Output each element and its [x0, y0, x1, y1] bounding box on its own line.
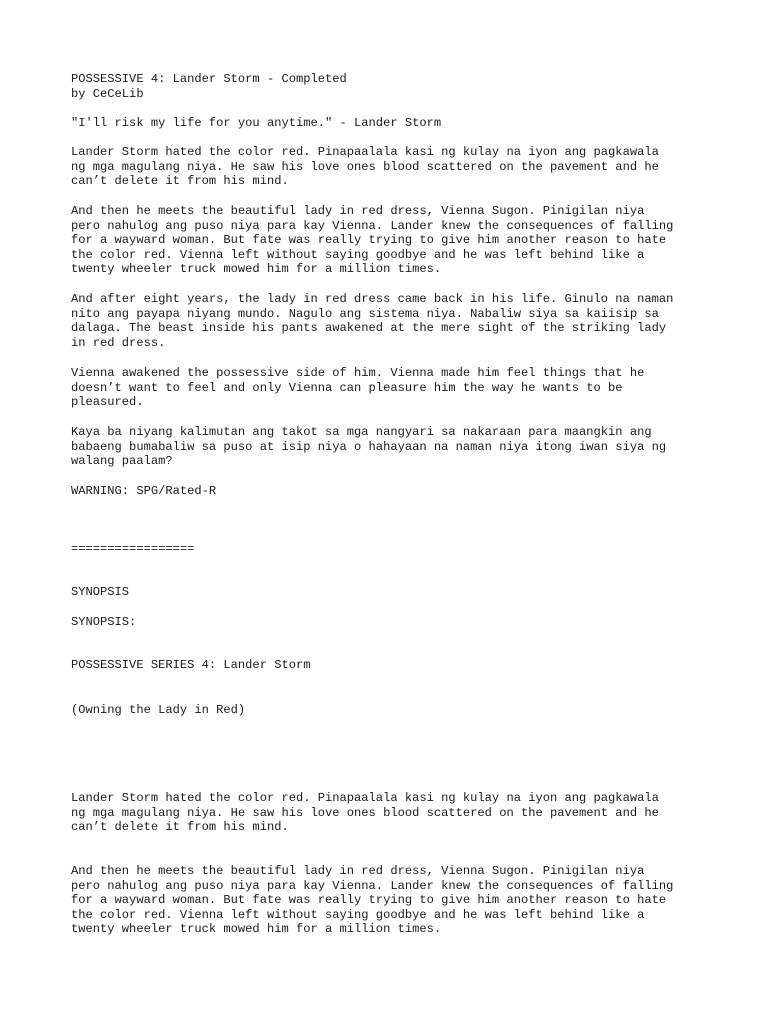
section-divider: ================= — [71, 542, 195, 556]
paragraph: And then he meets the beautiful lady in red dress, Vienna Sugon. Pinigilan niya pero nahulog ang puso niya para kay Vienna. Lander knew the consequences of falling for a wayward woman. But fate was really trying to give him another reason to hate the color red. Vienna left without saying goodbye and he was left behind like a twenty wheeler truck mowed him for a million times. — [71, 864, 674, 937]
paragraph: Lander Storm hated the color red. Pinapaalala kasi ng kulay na iyon ang pagkawala ng mga magulang niya. He saw his love ones blood scattered on the pavement and he can’t delete it from his mind. — [71, 791, 659, 835]
paragraph: Lander Storm hated the color red. Pinapaalala kasi ng kulay na iyon ang pagkawala ng mga magulang niya. He saw his love ones blood scattered on the pavement and he can’t delete it from his mind. — [71, 145, 659, 189]
paragraph: Vienna awakened the possessive side of him. Vienna made him feel things that he doesn’t want to feel and only Vienna can pleasure him the way he wants to be pleasured. — [71, 366, 645, 410]
series-title: POSSESSIVE SERIES 4: Lander Storm — [71, 658, 311, 672]
book-subtitle: (Owning the Lady in Red) — [71, 703, 246, 717]
section-label: SYNOPSIS: — [71, 615, 137, 629]
warning-line: WARNING: SPG/Rated-R — [71, 484, 217, 498]
document-header: POSSESSIVE 4: Lander Storm - Completed by CeCeLib — [71, 72, 347, 101]
tagline-quote: "I'll risk my life for you anytime." - Lander Storm — [71, 116, 442, 130]
paragraph: And after eight years, the lady in red dress came back in his life. Ginulo na naman nito ang payapa niyang mundo. Nagulo ang sistema niya. Nabaliw siya sa kaiisip sa dalaga. The beast inside his pants awakened at the mere sight of the striking lady in red dress. — [71, 292, 674, 350]
section-heading: SYNOPSIS — [71, 585, 130, 599]
paragraph: And then he meets the beautiful lady in red dress, Vienna Sugon. Pinigilan niya pero nahulog ang puso niya para kay Vienna. Lander knew the consequences of falling for a wayward woman. But fate was really trying to give him another reason to hate the color red. Vienna left without saying goodbye and he was left behind like a twenty wheeler truck mowed him for a million times. — [71, 204, 674, 277]
paragraph: Kaya ba niyang kalimutan ang takot sa mga nangyari sa nakaraan para maangkin ang babaeng bumabaliw sa puso at isip niya o hahayaan na naman niya itong iwan siya ng walang paalam? — [71, 425, 667, 469]
